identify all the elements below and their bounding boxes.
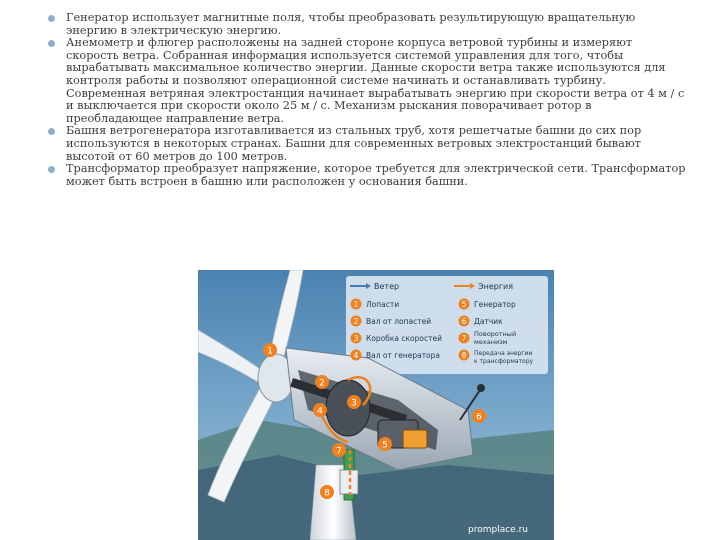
legend-wind-header: Ветер: [374, 282, 400, 291]
marker-4-label: 4: [317, 406, 323, 417]
marker-7-label: 7: [336, 446, 342, 457]
marker-5-label: 5: [382, 440, 388, 451]
legend-energy-header: Энергия: [478, 282, 514, 291]
marker-6-label: 6: [476, 412, 482, 423]
legend-num-1: 1: [353, 300, 359, 309]
marker-2-label: 2: [319, 378, 325, 389]
gearbox: [326, 380, 370, 436]
bullet-item: [48, 12, 688, 37]
legend-label-generator: Генератор: [474, 300, 516, 309]
bullet-item: [48, 163, 688, 188]
legend-label-yaw-2: механизм: [474, 338, 508, 346]
bullet-text: Трансформатор преобразует напряжение, которое требуется для электрической сети. Трансформатор может быть встроен в башню или расположен у основания башни.: [66, 162, 686, 188]
bullet-text: Анемометр и флюгер расположены на задней стороне корпуса ветровой турбины и измеряют скорость ветра. Собранная информация используется системой управления для того, чтобы вырабатывать максимальное количество энергии. Данные скорости ветра также используются для контроля работы и позволяют операционной системе начинать и останавливать турбину. Современная ветряная электростанция начинает вырабатывать энергию при скорости ветра от 4 м / с и выключается при скорости около 25 м / с. Механизм рыскания поворачивает ротор в преобладающее направление ветра.: [66, 36, 685, 125]
legend-label-transfer-2: к трансформатору: [474, 358, 534, 365]
legend-label-transfer-1: Передача энергии: [474, 350, 533, 357]
bullet-dot-icon: [48, 15, 55, 22]
legend-num-3: 3: [353, 334, 359, 343]
bullet-dot-icon: [48, 128, 55, 135]
legend-num-4: 4: [353, 351, 359, 360]
legend-num-5: 5: [461, 300, 467, 309]
legend-label-gearbox: Коробка скоростей: [366, 334, 442, 343]
legend-num-6: 6: [461, 317, 467, 326]
bullet-text: Генератор использует магнитные поля, чтобы преобразовать результирующую вращательную энергию в электрическую энергию.: [66, 11, 636, 37]
marker-3-label: 3: [351, 398, 357, 409]
generator-housing: [403, 430, 427, 448]
bullet-item: [48, 125, 688, 163]
bullet-text: Башня ветрогенератора изготавливается из стальных труб, хотя решетчатые башни до сих пор используются в некоторых странах. Башни для современных ветровых электростанций бывают высотой от 60 метров до 100 метров.: [66, 124, 642, 163]
wind-turbine-diagram: [198, 270, 554, 540]
bullet-list: [48, 12, 688, 188]
legend-label-sensor: Датчик: [474, 317, 503, 326]
watermark: promplace.ru: [468, 525, 528, 535]
marker-1-label: 1: [267, 346, 273, 357]
legend-label-generator-shaft: Вал от генератора: [366, 351, 441, 360]
bullet-dot-icon: [48, 166, 55, 173]
legend-label-rotor-shaft: Вал от лопастей: [366, 317, 432, 326]
bullet-dot-icon: [48, 40, 55, 47]
legend-label-blades: Лопасти: [366, 300, 400, 309]
legend-num-8: 8: [461, 351, 467, 360]
anemometer-icon: [477, 384, 485, 392]
legend-num-2: 2: [353, 317, 359, 326]
legend-label-yaw-1: Поворотный: [474, 330, 517, 338]
bullet-item: [48, 37, 688, 125]
legend-num-7: 7: [461, 334, 467, 343]
marker-8-label: 8: [324, 488, 330, 499]
